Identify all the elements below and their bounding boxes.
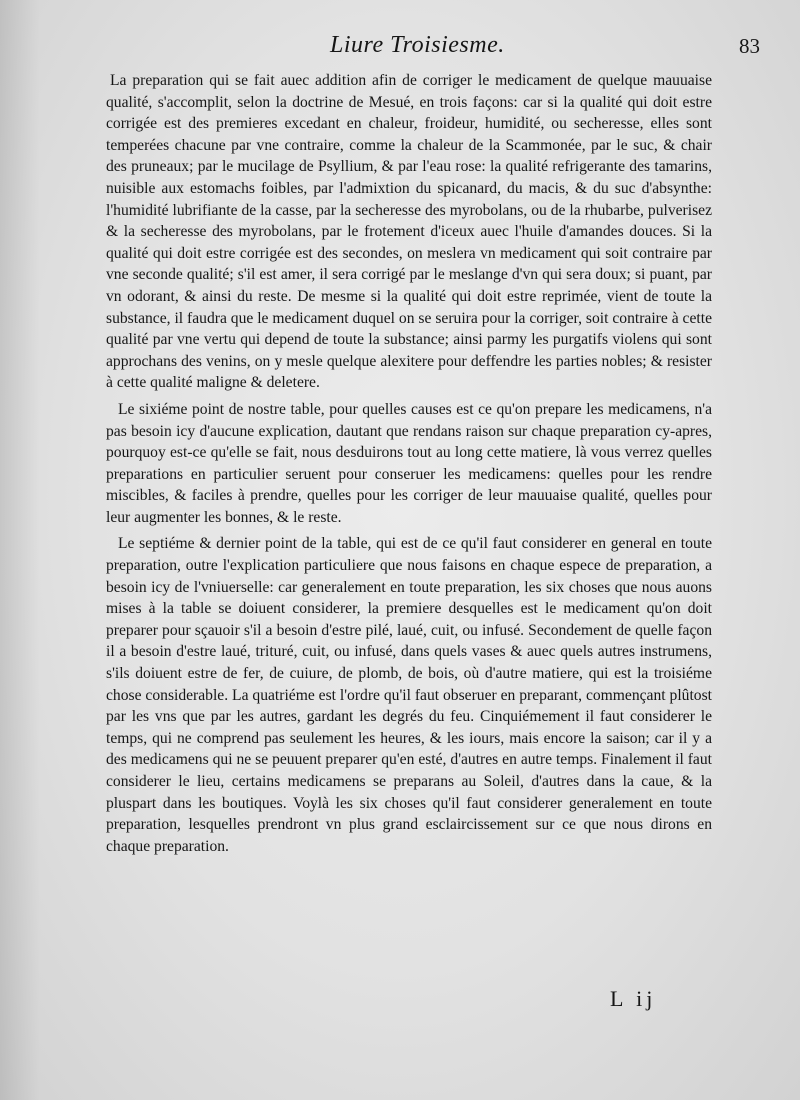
paragraph-sixth-point: Le sixiéme point de nostre table, pour quelles causes est ce qu'on prepare les medicamens, n'a pas besoin icy d'aucune explication, dautant que rendans raison sur chaque preparation cy-apres, pourquoy est-ce qu'elle se fait, nous desduirons tout au long cette matiere, là vous verrez quelles preparations en particulier seruent pour conseruer les medicamens: quelles pour les rendre miscibles, & faciles à prendre, quelles pour les corriger de leur mauuaise qualité, quelles pour leur augmenter les bonnes, & le reste. [106,400,712,526]
paragraph-seventh-point: Le septiéme & dernier point de la table, qui est de ce qu'il faut considerer en general en toute preparation, outre l'explication particuliere que nous faisons en chaque espece de preparation, a besoin icy de l'vniuerselle: car generalement en toute preparation, les six choses que nous auons mises à la table se doiuent considerer, la premiere desquelles est le medicament qu'on doit preparer pour sçauoir s'il a besoin d'estre pilé, laué, cuit, ou infusé. Secondement de quelle façon il a besoin d'estre laué, trituré, cuit, ou infusé, dans quels vases & auec quels autres instrumens, s'ils doiuent estre de fer, de cuiure, de plomb, de bois, où d'autre matiere, qui est la troisiéme chose considerable. La quatriéme est l'ordre qu'il faut obseruer en preparant, commençant plûtost par les vns que par les autres, gardant les degrés du feu. Cinquiémement il faut considerer le temps, qui ne comprend pas seulement les heures, & les iours, mais encore la saison; car il y a des medicamens qui ne se peuuent preparer qu'en esté, d'autres en autre temps. Finalement il faut considerer le lieu, certains medicamens se preparans au Soleil, d'autres dans la caue, & la pluspart dans les boutiques. Voylà les six choses qu'il faut considerer generalement en toute preparation, lesquelles prendront vn plus grand esclaircissement sur ce que nous dirons en chaque preparation. [106,535,712,855]
page-header [0,30,800,70]
page-number: 83 [739,34,760,58]
body-text [106,70,712,857]
signature-mark: L ij [610,986,657,1011]
running-title: Liure Troisiesme. [330,32,505,58]
paragraph-preparation-addition: La preparation qui se fait auec addition afin de corriger le medicament de quelque mauuaise qualité, s'accomplit, selon la doctrine de Mesué, en trois façons: car si la qualité qui doit estre corrigée est des premieres excedant en chaleur, froideur, humidité, ou secheresse, elles sont temperées chacune par vne contraire, comme la chaleur de la Scammonée, par le suc, & chair des pruneaux; par le mucilage de Psyllium, & par l'eau rose: la qualité refrigerante des tamarins, nuisible aux estomachs foibles, par l'admixtion du spicanard, du macis, & du suc d'absynthe: l'humidité lubrifiante de la casse, par la secheresse des myrobolans, ou de la rhubarbe, pulverisez & la secheresse des myrobolans, par le frotement d'iceux auec l'huile d'amandes douces. Si la qualité qui doit estre corrigée est des secondes, on meslera vn medicament qui soit contraire par vne seconde qualité; s'il est amer, il sera corrigé par le meslange d'vn qui sera doux; si puant, par vn odorant, & ainsi du reste. De mesme si la qualité qui doit estre reprimée, vient de toute la substance, il faudra que le medicament duquel on se seruira pour la corriger, soit contraire à cette qualité par vne vertu qui depend de toute la substance; ainsi parmy les purgatifs violens qui sont approchans des venins, on y mesle quelque alexitere pour deffendre les parties nobles; & resister à cette qualité maligne & deletere. [106,72,712,392]
gutter-shadow [0,0,40,1100]
